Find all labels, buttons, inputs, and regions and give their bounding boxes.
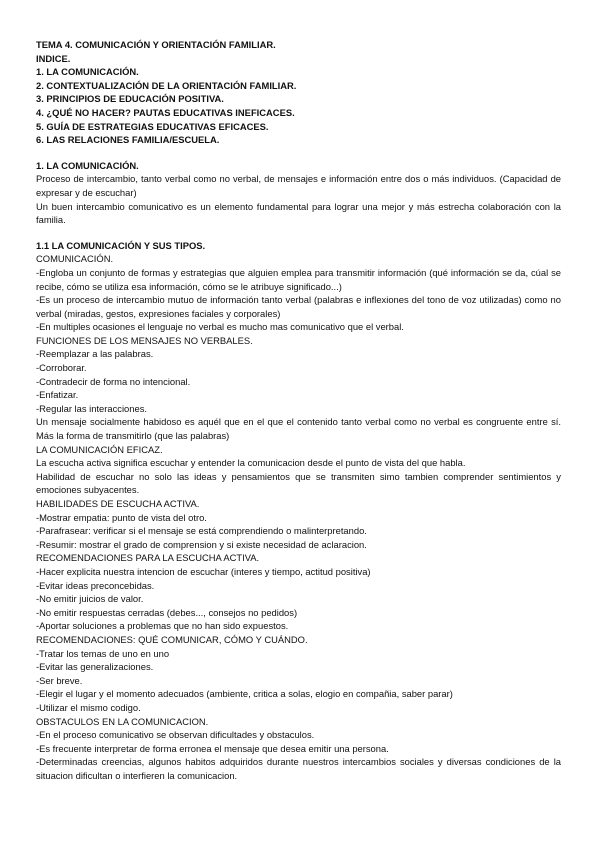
- index-item: 2. CONTEXTUALIZACIÓN DE LA ORIENTACIÓN FAMILIAR.: [36, 79, 297, 91]
- paragraph: Proceso de intercambio, tanto verbal como no verbal, de mensajes e información entre dos o más individuos. (Capacidad de expresar y de escuchar): [36, 173, 561, 198]
- section-heading: 1. LA COMUNICACIÓN.: [36, 159, 139, 171]
- document-title: TEMA 4. COMUNICACIÓN Y ORIENTACIÓN FAMILIAR.: [36, 39, 276, 50]
- paragraph: Habilidad de escuchar no solo las ideas y pensamientos que se transmiten simo tambien comprender sentimientos y emociones subyacentes.: [36, 470, 561, 496]
- subheading: OBSTACULOS EN LA COMUNICACION.: [36, 715, 209, 727]
- subheading: RECOMENDACIONES PARA LA ESCUCHA ACTIVA.: [36, 552, 260, 564]
- bullet-line: -Determinadas creencias, algunos habitos adquiridos durante nuestros intercambios sociales y diversas condiciones de la situacion dificultan o interfieren la comunicacion.: [36, 756, 561, 781]
- bullet-line: -Enfatizar.: [36, 389, 79, 401]
- subheading: LA COMUNICACIÓN EFICAZ.: [36, 443, 163, 455]
- paragraph: Un mensaje socialmente habidoso es aquél que en el que el contenido tanto verbal como no verbal es congruente entre sí. Más la forma de transmitirlo (que las palabras): [36, 416, 561, 442]
- paragraph: Un buen intercambio comunicativo es un elemento fundamental para lograr una mejor y más estrecha colaboración con la familia.: [36, 200, 561, 226]
- subheading: COMUNICACIÓN.: [36, 253, 114, 265]
- bullet-line: -Evitar las generalizaciones.: [36, 661, 154, 673]
- bullet-line: -Regular las interacciones.: [36, 402, 147, 414]
- bullet-line: -Contradecir de forma no intencional.: [36, 375, 191, 387]
- bullet-line: -En multiples ocasiones el lenguaje no verbal es mucho mas comunicativo que el verbal.: [36, 321, 404, 333]
- bullet-line: -Aportar soluciones a problemas que no han sido expuestos.: [36, 620, 289, 632]
- index-item: 6. LAS RELACIONES FAMILIA/ESCUELA.: [36, 134, 220, 146]
- bullet-line: -Engloba un conjunto de formas y estrategias que alguien emplea para transmitir información (qué información se da, cúal se recibe, cómo se utiliza esa información, cómo se le atribuye significado...): [36, 266, 561, 292]
- bullet-line: -Ser breve.: [36, 674, 83, 686]
- bullet-line: -Es frecuente interpretar de forma erronea el mensaje que desea emitir una persona.: [36, 742, 389, 754]
- bullet-line: -No emitir juicios de valor.: [36, 593, 144, 605]
- bullet-line: -En el proceso comunicativo se observan dificultades y obstaculos.: [36, 729, 315, 741]
- bullet-line: -Utilizar el mismo codigo.: [36, 701, 141, 713]
- index-item: 4. ¿QUÉ NO HACER? PAUTAS EDUCATIVAS INEFICACES.: [36, 106, 295, 118]
- document-page: [36, 38, 561, 782]
- bullet-line: -Reemplazar a las palabras.: [36, 348, 154, 360]
- bullet-line: -No emitir respuestas cerradas (debes..., consejos no pedidos): [36, 606, 298, 618]
- index-item: 3. PRINCIPIOS DE EDUCACIÓN POSITIVA.: [36, 93, 224, 105]
- paragraph: La escucha activa significa escuchar y entender la comunicacion desde el punto de vista del que habla.: [36, 457, 466, 469]
- bullet-line: -Elegir el lugar y el momento adecuados (ambiente, critica a solas, elogio en compañia, saber parar): [36, 688, 453, 700]
- subsection-heading: 1.1 LA COMUNICACIÓN Y SUS TIPOS.: [36, 239, 206, 251]
- bullet-line: -Parafrasear: verificar si el mensaje se está comprendiendo o malinterpretando.: [36, 525, 367, 537]
- bullet-line: -Tratar los temas de uno en uno: [36, 647, 170, 659]
- bullet-line: -Resumir: mostrar el grado de comprension y si existe necesidad de aclaracion.: [36, 538, 367, 550]
- subheading: FUNCIONES DE LOS MENSAJES NO VERBALES.: [36, 334, 253, 346]
- index-item: 1. LA COMUNICACIÓN.: [36, 66, 139, 78]
- index-label: INDICE.: [36, 52, 71, 64]
- subheading: HABILIDADES DE ESCUCHA ACTIVA.: [36, 498, 200, 509]
- bullet-line: -Es un proceso de intercambio mutuo de información tanto verbal (palabras e inflexiones del tono de voz utilizadas) como no verbal (miradas, gestos, expresiones faciales y corporales): [36, 294, 561, 319]
- bullet-line: -Hacer explicita nuestra intencion de escuchar (interes y tiempo, actitud positiva): [36, 565, 371, 577]
- bullet-line: -Mostrar empatia: punto de vista del otro.: [36, 511, 207, 523]
- subheading: RECOMENDACIONES: QUÉ COMUNICAR, CÓMO Y CUÁNDO.: [36, 633, 308, 645]
- bullet-line: -Corroborar.: [36, 362, 87, 374]
- bullet-line: -Evitar ideas preconcebidas.: [36, 579, 155, 591]
- index-item: 5. GUÍA DE ESTRATEGIAS EDUCATIVAS EFICACES.: [36, 120, 269, 132]
